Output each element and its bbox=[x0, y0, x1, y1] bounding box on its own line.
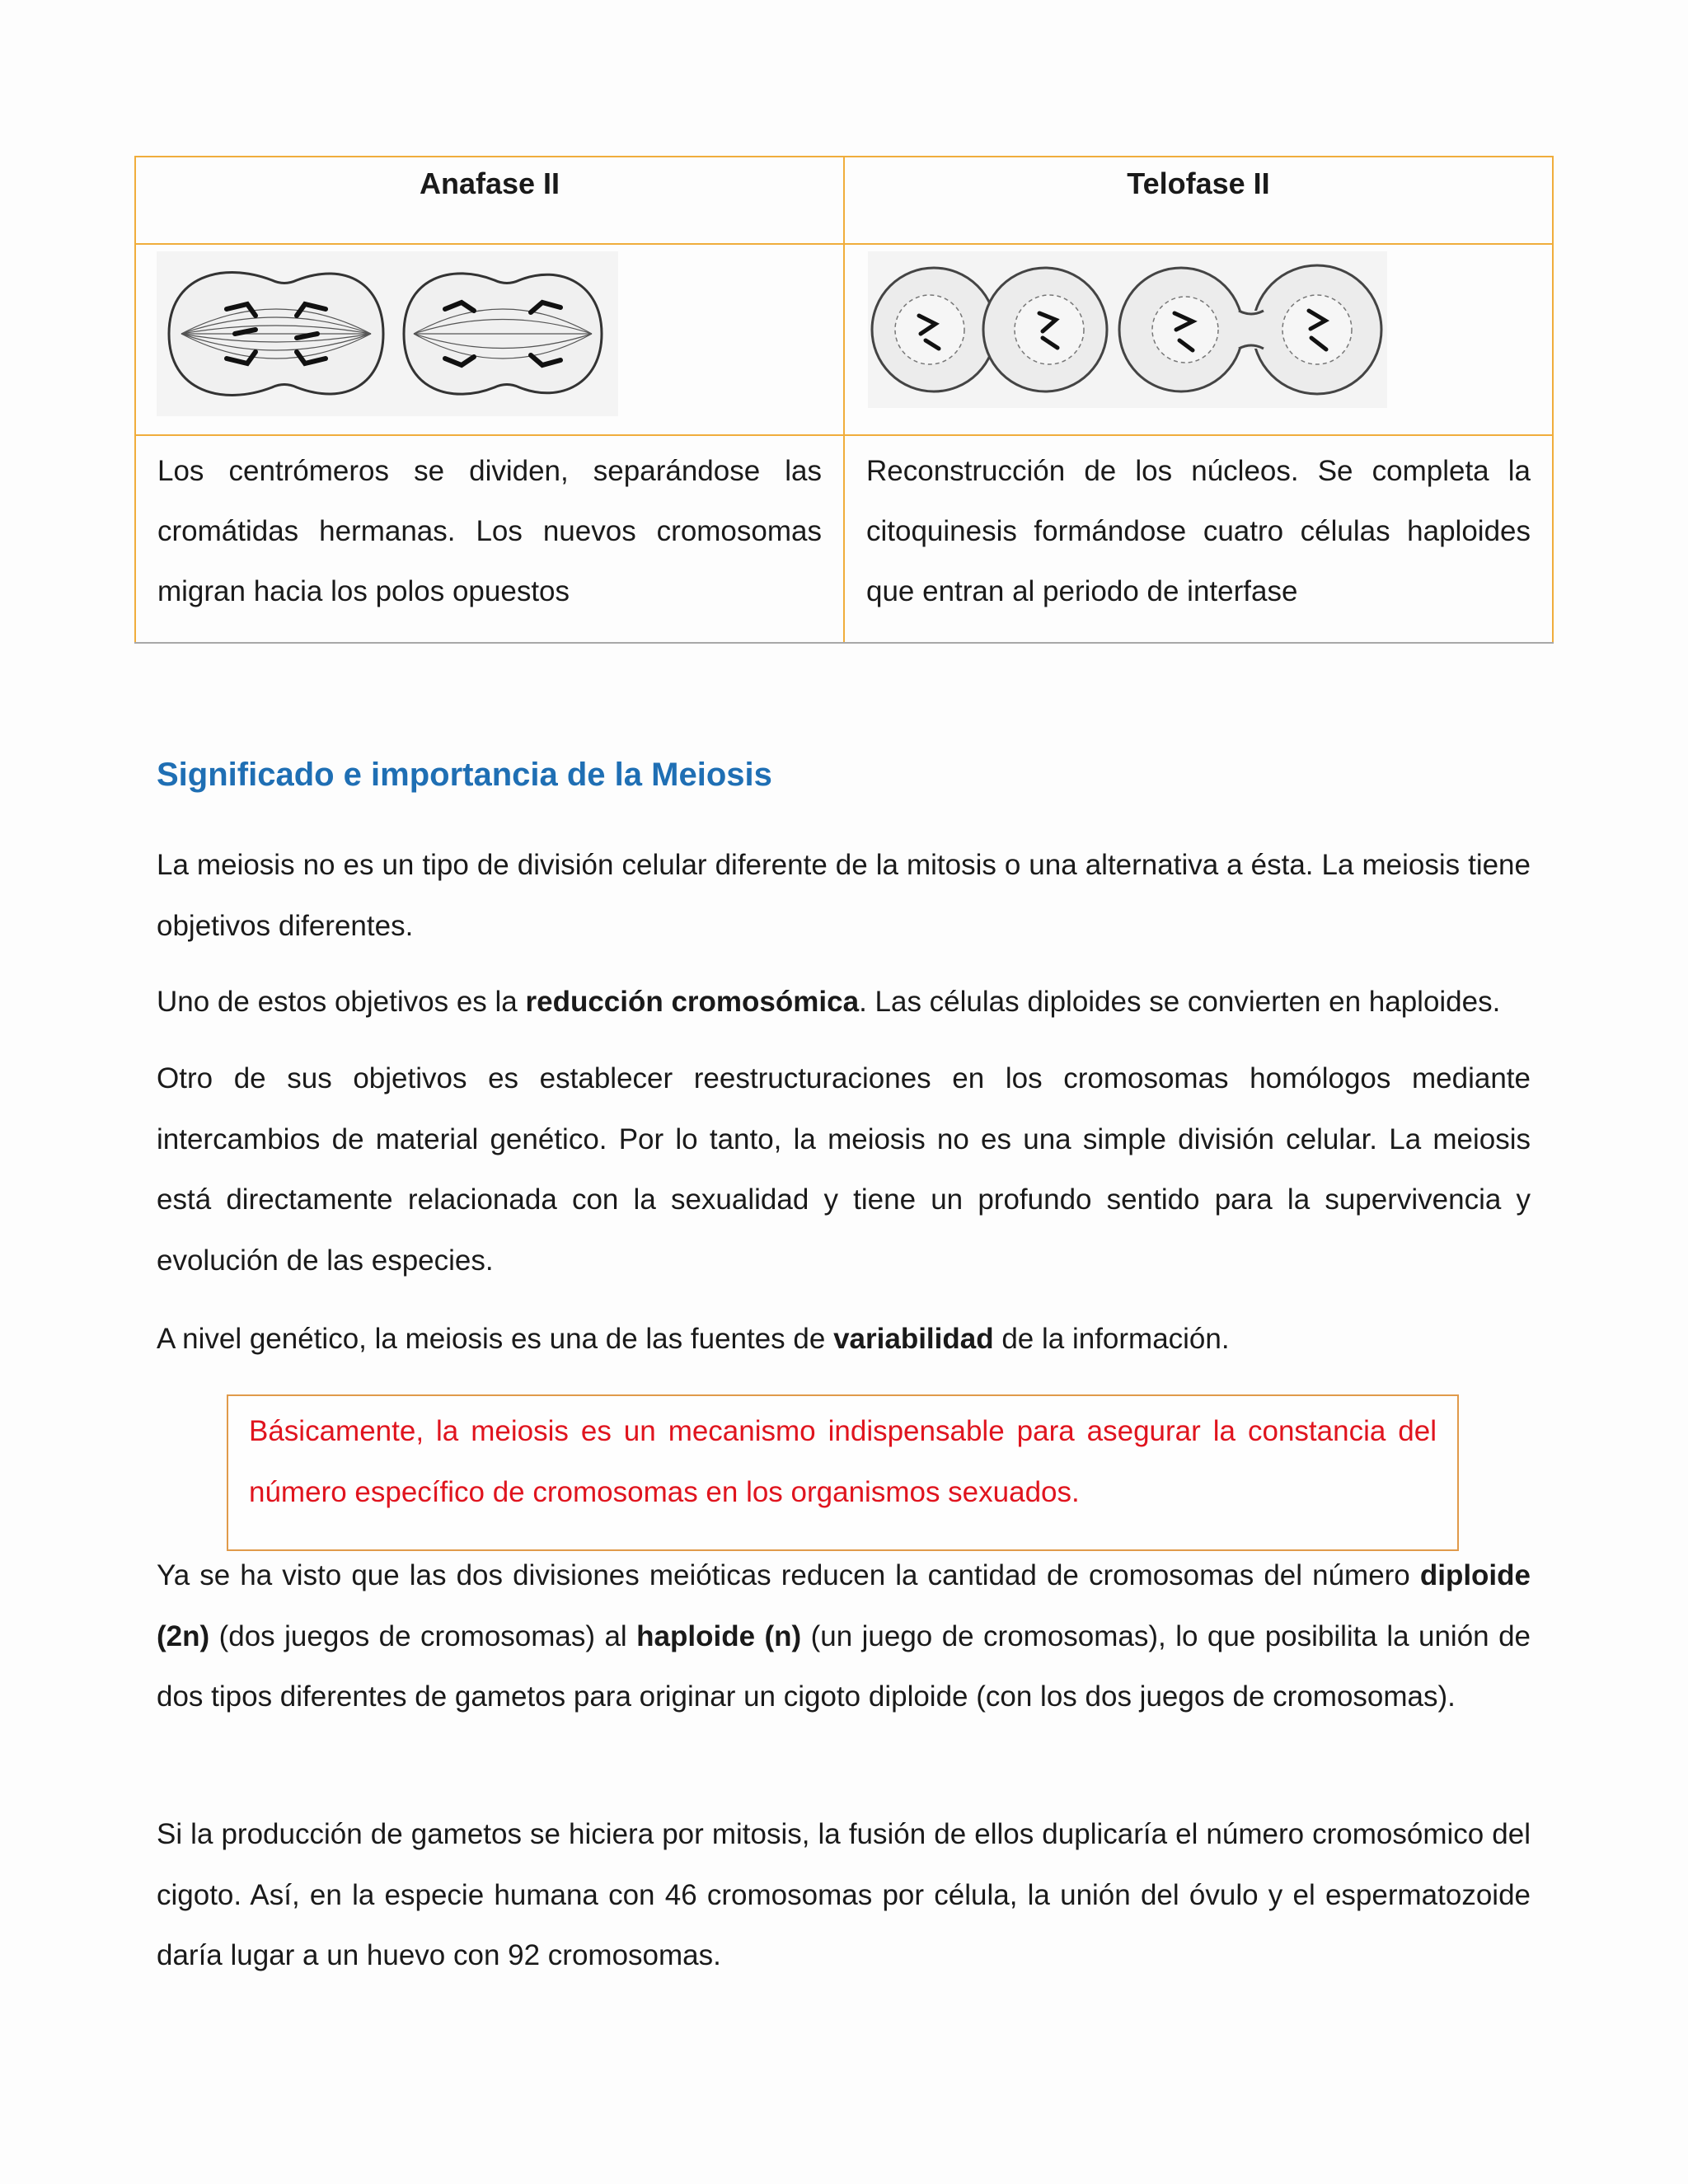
section-heading: Significado e importancia de la Meiosis bbox=[157, 757, 772, 793]
telophase-ii-description: Reconstrucción de los núcleos. Se completa la citoquinesis formándose cuatro células haploides que entran al periodo de interfase bbox=[866, 455, 1531, 607]
meiosis-phase-table bbox=[134, 156, 1554, 644]
paragraph-3: Otro de sus objetivos es establecer reestructuraciones en los cromosomas homólogos mediante intercambios de material genético. Por lo tanto, la meiosis no es una simple división celular. La meiosis está directamente relacionada con la sexualidad y tiene un profundo sentido para la supervivencia y evolución de las especies. bbox=[157, 1062, 1531, 1277]
header-anaphase-ii: Anafase II bbox=[135, 157, 844, 244]
telophase-ii-description-cell bbox=[844, 435, 1553, 643]
paragraph-5 bbox=[157, 1545, 1531, 1727]
paragraph-4-bold: variabilidad bbox=[833, 1323, 994, 1355]
paragraph-2 bbox=[157, 972, 1531, 1033]
header-telophase-ii: Telofase II bbox=[844, 157, 1553, 244]
telophase-ii-illustration bbox=[868, 251, 1387, 408]
paragraph-5-text-b: (dos juegos de cromosomas) al bbox=[209, 1619, 637, 1652]
table-image-row bbox=[135, 244, 1553, 435]
anaphase-ii-illustration bbox=[157, 251, 618, 416]
paragraph-2-text-b: . Las células diploides se convierten en haploides. bbox=[859, 986, 1501, 1018]
anaphase-ii-description: Los centrómeros se dividen, separándose las cromátidas hermanas. Los nuevos cromosomas migran hacia los polos opuestos bbox=[157, 455, 822, 607]
telophase-ii-figure-cell bbox=[844, 244, 1553, 435]
paragraph-5-text-c: (un juego de cromosomas), lo que posibilita la unión de dos tipos diferentes de gametos para originar un cigoto diploide (con los dos juegos de cromosomas). bbox=[157, 1619, 1531, 1713]
table-header-row bbox=[135, 157, 1553, 244]
anaphase-ii-description-cell bbox=[135, 435, 844, 643]
highlight-note-text: Básicamente, la meiosis es un mecanismo indispensable para asegurar la constancia del número específico de cromosomas en los organismos sexuados. bbox=[249, 1415, 1437, 1508]
paragraph-6: Si la producción de gametos se hiciera por mitosis, la fusión de ellos duplicaría el número cromosómico del cigoto. Así, en la especie humana con 46 cromosomas por célula, la unión del óvulo y el espermatozoide daría lugar a un huevo con 92 cromosomas. bbox=[157, 1818, 1531, 1971]
paragraph-4-text-a: A nivel genético, la meiosis es una de las fuentes de bbox=[157, 1323, 834, 1355]
highlight-note-box bbox=[227, 1394, 1459, 1551]
paragraph-5-text-a: Ya se ha visto que las dos divisiones meióticas reducen la cantidad de cromosomas del número bbox=[157, 1559, 1420, 1591]
paragraph-2-text-a: Uno de estos objetivos es la bbox=[157, 986, 526, 1018]
paragraph-5-bold-haploid: haploide (n) bbox=[636, 1619, 802, 1652]
paragraph-1: La meiosis no es un tipo de división celular diferente de la mitosis o una alternativa a ésta. La meiosis tiene objetivos diferentes. bbox=[157, 849, 1531, 942]
paragraph-2-bold: reducción cromosómica bbox=[525, 986, 860, 1018]
anaphase-ii-figure-cell bbox=[135, 244, 844, 435]
paragraph-4 bbox=[157, 1309, 1531, 1370]
table-description-row bbox=[135, 435, 1553, 643]
paragraph-5-bold-diploid: diploide (2n) bbox=[157, 1559, 1531, 1652]
paragraph-4-text-b: de la información. bbox=[993, 1323, 1230, 1355]
